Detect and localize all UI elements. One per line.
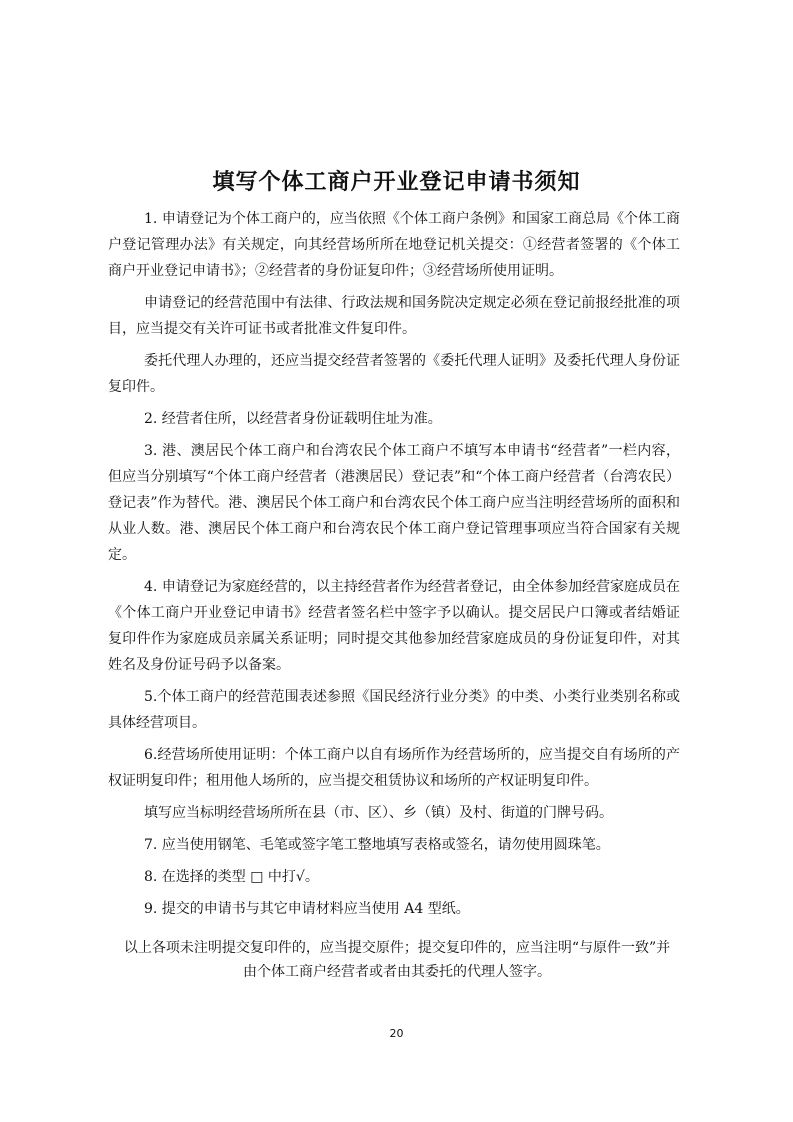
paragraph-7: 7. 应当使用钢笔、毛笔或签字笔工整地填写表格或签名，请勿使用圆珠笔。	[144, 837, 610, 853]
paragraph-8: 8. 在选择的类型 □ 中打√。	[144, 869, 319, 885]
paragraph-4: 4. 申请登记为家庭经营的，以主持经营者作为经营者登记，由全体参加经营家庭成员在《个体工商户开业登记申请书》经营者签名栏中签字予以确认。提交居民户口簿或者结婚证复印件作为家庭成员亲属关系证明；同时提交其他参加经营家庭成员的身份证复印件，对其姓名及身份证号码予以备案。	[108, 579, 680, 673]
instructions-body	[108, 206, 680, 928]
paragraph-address: 填写应当标明经营场所所在县（市、区）、乡（镇）及村、街道的门牌号码。	[144, 805, 613, 821]
paragraph-license-requirement: 申请登记的经营范围中有法律、行政法规和国务院决定规定必须在登记前报经批准的项目，应当提交有关许可证书或者批准文件复印件。	[108, 295, 680, 337]
page-number: 20	[389, 1027, 404, 1040]
paragraph-1: 1. 申请登记为个体工商户的，应当依照《个体工商户条例》和国家工商总局《个体工商户登记管理办法》有关规定，向其经营场所所在地登记机关提交：①经营者签署的《个体工商户开业登记申请书》；②经营者的身份证复印件；③经营场所使用证明。	[108, 211, 680, 279]
paragraph-9: 9. 提交的申请书与其它申请材料应当使用 A4 型纸。	[144, 901, 470, 917]
paragraph-6: 6.经营场所使用证明：个体工商户以自有场所作为经营场所的，应当提交自有场所的产权证明复印件；租用他人场所的，应当提交租赁协议和场所的产权证明复印件。	[108, 747, 680, 789]
paragraph-3: 3. 港、澳居民个体工商户和台湾农民个体工商户不填写本申请书“经营者”一栏内容，但应当分别填写“个体工商户经营者（港澳居民）登记表”和“个体工商户经营者（台湾农民）登记表”作为替代。港、澳居民个体工商户和台湾农民个体工商户应当注明经营场所的面积和从业人数。港、澳居民个体工商户和台湾农民个体工商户登记管理事项应当符合国家有关规定。	[108, 443, 680, 563]
paragraph-2: 2. 经营者住所，以经营者身份证载明住址为准。	[144, 411, 442, 427]
page-title: 填写个体工商户开业登记申请书须知	[212, 169, 581, 195]
paragraph-5: 5.个体工商户的经营范围表述参照《国民经济行业分类》的中类、小类行业类别名称或具体经营项目。	[108, 689, 680, 731]
closing-note: 以上各项未注明提交复印件的，应当提交原件；提交复印件的，应当注明“与原件一致”并由个体工商户经营者或者由其委托的代理人签字。	[123, 940, 671, 980]
paragraph-agent: 委托代理人办理的，还应当提交经营者签署的《委托代理人证明》及委托代理人身份证复印件。	[108, 353, 680, 395]
